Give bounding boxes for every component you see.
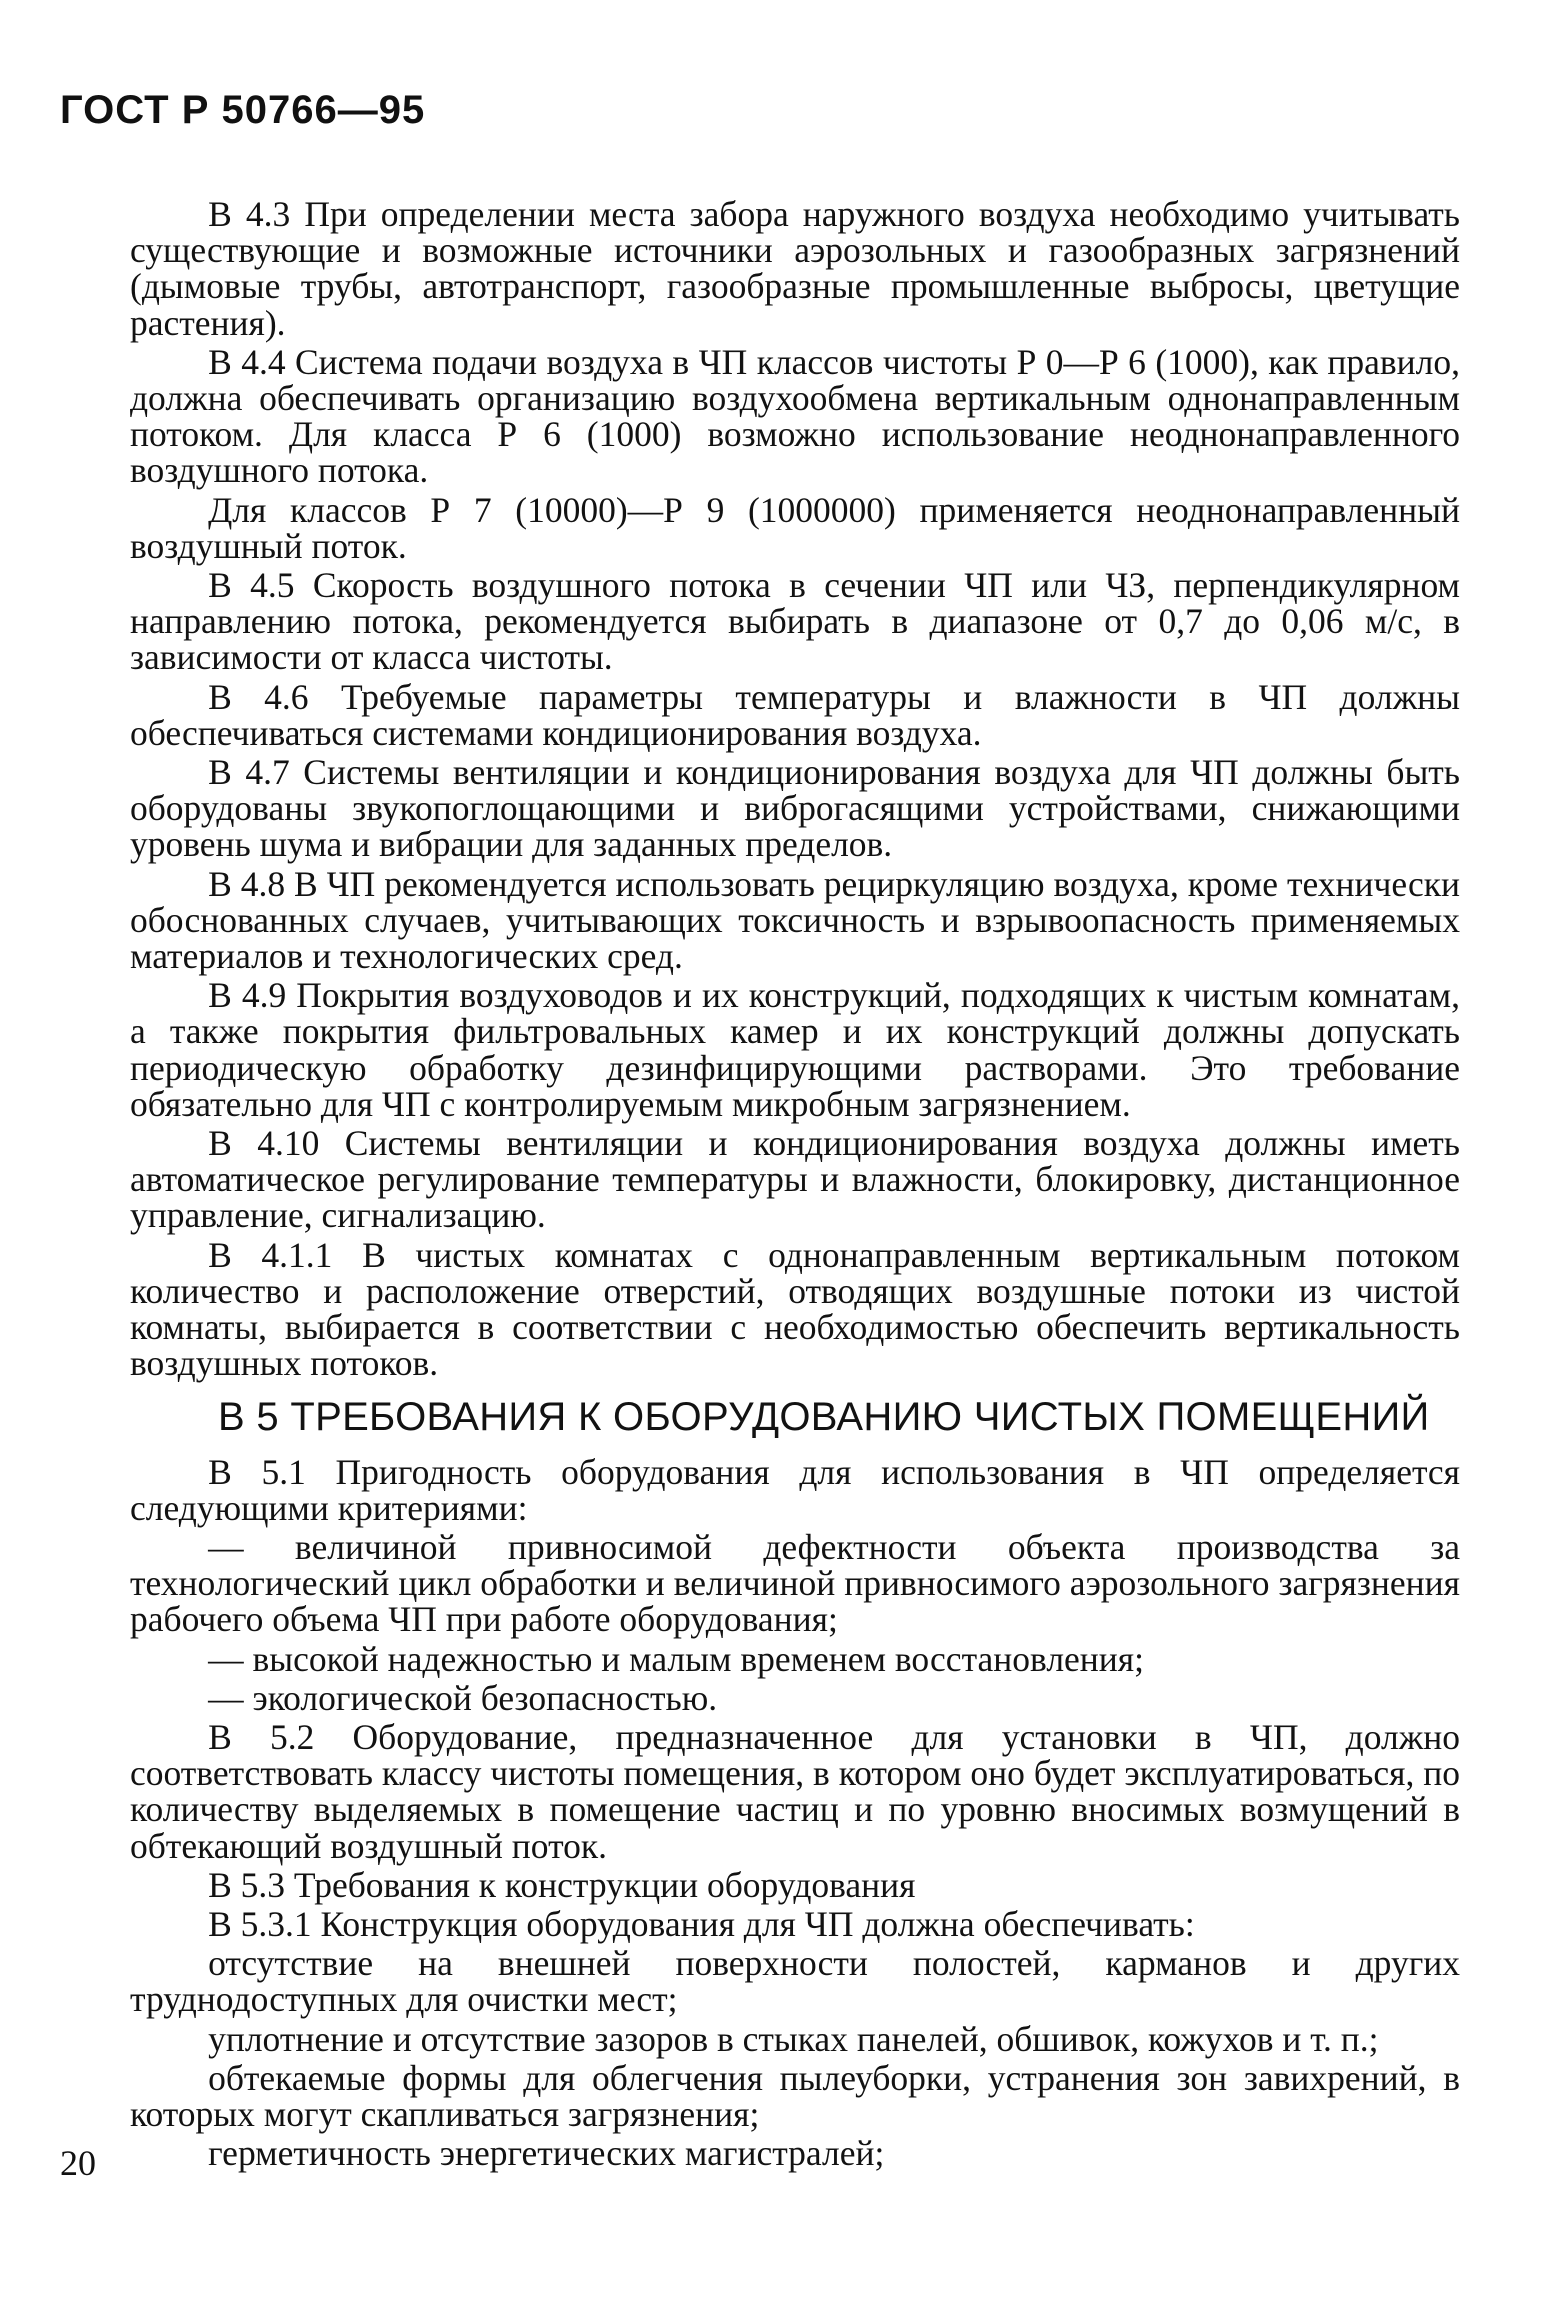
section-heading-b5: В 5 ТРЕБОВАНИЯ К ОБОРУДОВАНИЮ ЧИСТЫХ ПОМЕЩЕНИЙ bbox=[218, 1394, 1430, 1439]
document-body bbox=[130, 194, 1460, 2174]
requirement-item: отсутствие на внешней поверхности полостей, карманов и других труднодоступных для очистки мест; bbox=[130, 1943, 1460, 2020]
requirement-item: обтекаемые формы для облегчения пылеуборки, устранения зон завихрений, в которых могут скапливаться загрязнения; bbox=[130, 2057, 1460, 2134]
requirement-item: герметичность энергетических магистралей; bbox=[208, 2133, 885, 2174]
paragraph-b5-3: В 5.3 Требования к конструкции оборудования bbox=[208, 1864, 916, 1905]
paragraph-b4-8: В 4.8 В ЧП рекомендуется использовать рециркуляцию воздуха, кроме технически обоснованных случаев, учитывающих токсичность и взрывоопасность применяемых материалов и технологических сред. bbox=[130, 863, 1460, 977]
paragraph-b5-1: В 5.1 Пригодность оборудования для использования в ЧП определяется следующими критериями: bbox=[130, 1451, 1460, 1528]
paragraph-b4-10: В 4.10 Системы вентиляции и кондиционирования воздуха должны иметь автоматическое регулирование температуры и влажности, блокировку, дистанционное управление, сигнализацию. bbox=[130, 1123, 1460, 1236]
paragraph-b4-1-1: В 4.1.1 В чистых комнатах с однонаправленным вертикальным потоком количество и расположение отверстий, отводящих воздушные потоки из чистой комнаты, выбирается в соответствии с необходимостью обеспечить вертикальность воздушных потоков. bbox=[130, 1234, 1460, 1384]
page-number: 20 bbox=[60, 2143, 96, 2183]
paragraph-b4-5: В 4.5 Скорость воздушного потока в сечении ЧП или ЧЗ, перпендикулярном направлению потока, рекомендуется выбирать в диапазоне от 0,7 до 0,06 м/с, в зависимости от класса чистоты. bbox=[130, 565, 1460, 678]
paragraph-b4-4-cont: Для классов Р 7 (10000)—Р 9 (1000000) применяется неоднонаправленный воздушный поток. bbox=[130, 489, 1460, 566]
paragraph-b4-6: В 4.6 Требуемые параметры температуры и влажности в ЧП должны обеспечиваться системами кондиционирования воздуха. bbox=[130, 676, 1460, 753]
criterion-item: — величиной привносимой дефектности объекта производства за технологический цикл обработки и величиной привносимого аэрозольного загрязнения рабочего объема ЧП при работе оборудования; bbox=[130, 1526, 1460, 1640]
criterion-item: — высокой надежностью и малым временем восстановления; bbox=[208, 1638, 1144, 1679]
paragraph-b4-9: В 4.9 Покрытия воздуховодов и их конструкций, подходящих к чистым комнатам, а также покрытия фильтровальных камер и их конструкций должны допускать периодическую обработку дезинфицирующими растворами. Это требование обязательно для ЧП с контролируемым микробным загрязнением. bbox=[130, 975, 1460, 1124]
paragraph-b4-3: В 4.3 При определении места забора наружного воздуха необходимо учитывать существующие и возможные источники аэрозольных и газообразных загрязнений (дымовые трубы, автотранспорт, газообразные промышленные выбросы, цветущие растения). bbox=[130, 194, 1460, 343]
document-header: ГОСТ Р 50766—95 bbox=[60, 88, 426, 132]
paragraph-b5-2: В 5.2 Оборудование, предназначенное для установки в ЧП, должно соответствовать классу чистоты помещения, в котором оно будет эксплуатироваться, по количеству выделяемых в помещение частиц и по уровню вносимых возмущений в обтекающий воздушный поток. bbox=[130, 1716, 1460, 1866]
paragraph-b4-7: В 4.7 Системы вентиляции и кондиционирования воздуха для ЧП должны быть оборудованы звукопоглощающими и виброгасящими устройствами, снижающими уровень шума и вибрации для заданных пределов. bbox=[130, 752, 1460, 865]
requirement-item: уплотнение и отсутствие зазоров в стыках панелей, обшивок, кожухов и т. п.; bbox=[208, 2018, 1379, 2059]
paragraph-b4-4: В 4.4 Система подачи воздуха в ЧП классов чистоты Р 0—Р 6 (1000), как правило, должна обеспечивать организацию воздухообмена вертикальным однонаправленным потоком. Для класса Р 6 (1000) возможно использование неоднонаправленного воздушного потока. bbox=[130, 341, 1460, 491]
paragraph-b5-3-1: В 5.3.1 Конструкция оборудования для ЧП должна обеспечивать: bbox=[208, 1903, 1195, 1944]
criterion-item: — экологической безопасностью. bbox=[208, 1677, 718, 1718]
